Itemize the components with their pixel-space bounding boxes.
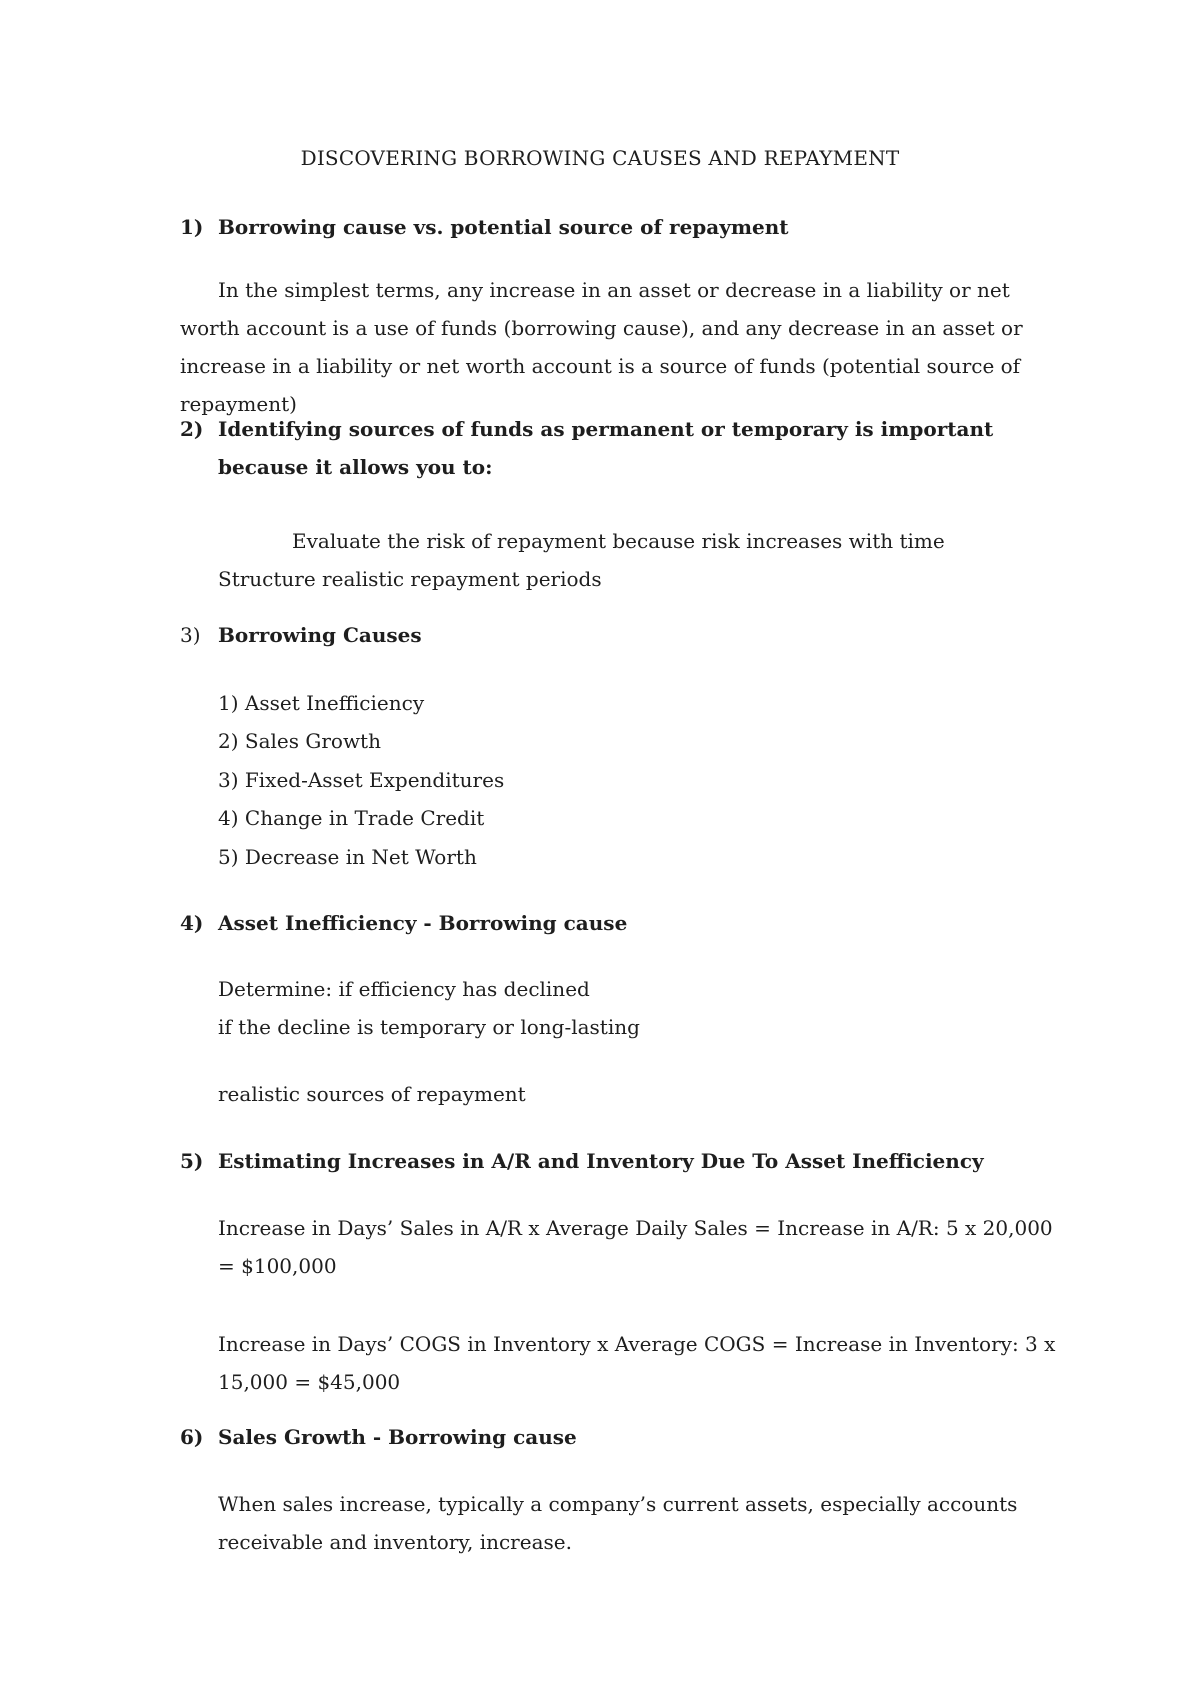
section-heading-text: Borrowing cause vs. potential source of repayment bbox=[218, 215, 789, 239]
section-2-line-1: Evaluate the risk of repayment because risk increases with time bbox=[292, 529, 945, 553]
section-number: 5) bbox=[180, 1149, 204, 1173]
section-5-heading bbox=[180, 1142, 1060, 1180]
section-1-paragraph: In the simplest terms, any increase in an asset or decrease in a liability or net worth account is a use of funds (borrowing cause), and any decrease in an asset or increase in a liability or net worth account is a source of funds (potential source of repayment) bbox=[180, 278, 1023, 416]
section-number: 1) bbox=[180, 215, 204, 239]
section-number: 6) bbox=[180, 1425, 204, 1449]
section-6-paragraph: When sales increase, typically a company’s current assets, especially accounts receivable and inventory, increase. bbox=[218, 1492, 1018, 1554]
list-item: 2) Sales Growth bbox=[218, 729, 381, 753]
section-number: 4) bbox=[180, 911, 204, 935]
section-heading-text: Sales Growth - Borrowing cause bbox=[218, 1425, 577, 1449]
list-item: 4) Change in Trade Credit bbox=[218, 806, 485, 830]
section-heading-text: Asset Inefficiency - Borrowing cause bbox=[218, 911, 628, 935]
list-item: 1) Asset Inefficiency bbox=[218, 691, 425, 715]
section-6-heading bbox=[180, 1418, 1060, 1456]
section-number: 2) bbox=[180, 417, 204, 441]
section-4-heading bbox=[180, 904, 1060, 942]
section-2-heading bbox=[180, 410, 1060, 486]
section-heading-text: Borrowing Causes bbox=[218, 623, 422, 647]
page-title: DISCOVERING BORROWING CAUSES AND REPAYMENT bbox=[300, 146, 900, 170]
section-2-line-2: Structure realistic repayment periods bbox=[218, 567, 602, 591]
list-item: 3) Fixed-Asset Expenditures bbox=[218, 768, 505, 792]
section-number: 3) bbox=[180, 623, 201, 647]
section-heading-text: Estimating Increases in A/R and Inventory Due To Asset Inefficiency bbox=[218, 1149, 984, 1173]
section-4-line-1: Determine: if efficiency has declined bbox=[218, 977, 590, 1001]
formula-inventory: Increase in Days’ COGS in Inventory x Average COGS = Increase in Inventory: 3 x 15,000 = $45,000 bbox=[218, 1332, 1056, 1394]
formula-ar: Increase in Days’ Sales in A/R x Average Daily Sales = Increase in A/R: 5 x 20,000 = $100,000 bbox=[218, 1216, 1053, 1278]
section-4-line-3: realistic sources of repayment bbox=[218, 1082, 526, 1106]
section-1-heading bbox=[180, 208, 1060, 246]
list-item: 5) Decrease in Net Worth bbox=[218, 845, 477, 869]
section-4-line-2: if the decline is temporary or long-lasting bbox=[218, 1015, 640, 1039]
section-3-heading bbox=[180, 616, 1060, 654]
section-heading-text: Identifying sources of funds as permanent or temporary is important because it allows you to: bbox=[218, 417, 994, 479]
